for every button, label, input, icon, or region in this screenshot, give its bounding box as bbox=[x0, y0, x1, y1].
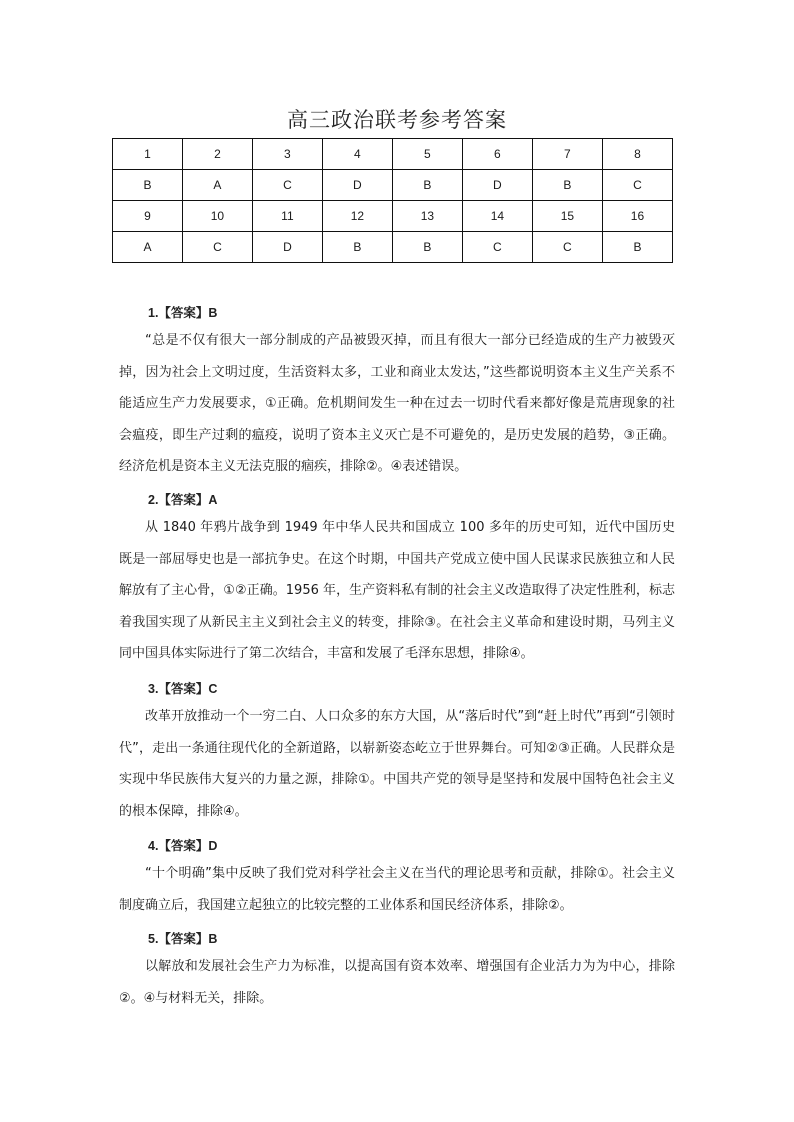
answer-row bbox=[113, 170, 673, 201]
answer-cell: B bbox=[602, 232, 672, 263]
answer-cell: B bbox=[532, 170, 602, 201]
answer-cell: D bbox=[322, 170, 392, 201]
question-number-cell: 13 bbox=[392, 201, 462, 232]
answer-cell: D bbox=[462, 170, 532, 201]
answer-cell: A bbox=[113, 232, 183, 263]
question-number-cell: 9 bbox=[113, 201, 183, 232]
explanation-heading-1: 1.【答案】B bbox=[148, 306, 218, 320]
question-number-cell: 6 bbox=[462, 139, 532, 170]
answer-row bbox=[113, 232, 673, 263]
question-number-cell: 11 bbox=[252, 201, 322, 232]
page-title: 高三政治联考参考答案 bbox=[287, 108, 507, 132]
answer-cell: B bbox=[113, 170, 183, 201]
question-number-cell: 10 bbox=[182, 201, 252, 232]
explanation-heading-5: 5.【答案】B bbox=[148, 932, 218, 946]
answer-cell: C bbox=[252, 170, 322, 201]
answer-cell: C bbox=[532, 232, 602, 263]
question-number-cell: 1 bbox=[113, 139, 183, 170]
question-number-cell: 3 bbox=[252, 139, 322, 170]
question-number-row bbox=[113, 139, 673, 170]
question-number-cell: 5 bbox=[392, 139, 462, 170]
explanation-text-5: 以解放和发展社会生产力为标准，以提高国有资本效率、增强国有企业活力为为中心，排除②。④与材料无关，排除。 bbox=[119, 959, 675, 1006]
question-number-cell: 16 bbox=[602, 201, 672, 232]
answer-cell: B bbox=[392, 170, 462, 201]
answer-cell: B bbox=[392, 232, 462, 263]
answer-cell: B bbox=[322, 232, 392, 263]
answer-cell: C bbox=[182, 232, 252, 263]
answer-cell: C bbox=[462, 232, 532, 263]
question-number-cell: 7 bbox=[532, 139, 602, 170]
question-number-cell: 4 bbox=[322, 139, 392, 170]
answer-table bbox=[112, 138, 673, 263]
explanation-heading-2: 2.【答案】A bbox=[148, 493, 218, 507]
explanation-text-4: “十个明确”集中反映了我们党对科学社会主义在当代的理论思考和贡献，排除①。社会主义制度确立后，我国建立起独立的比较完整的工业体系和国民经济体系，排除②。 bbox=[119, 866, 675, 913]
question-number-cell: 8 bbox=[602, 139, 672, 170]
question-number-row bbox=[113, 201, 673, 232]
question-number-cell: 15 bbox=[532, 201, 602, 232]
explanation-text-3: 改革开放推动一个一穷二白、人口众多的东方大国，从“落后时代”到“赶上时代”再到“引领时代”，走出一条通往现代化的全新道路，以崭新姿态屹立于世界舞台。可知②③正确。人民群众是实现中华民族伟大复兴的力量之源，排除①。中国共产党的领导是坚持和发展中国特色社会主义的根本保障，排除④。 bbox=[119, 709, 675, 819]
question-number-cell: 14 bbox=[462, 201, 532, 232]
explanation-text-1: “总是不仅有很大一部分制成的产品被毁灭掉，而且有很大一部分已经造成的生产力被毁灭掉，因为社会上文明过度，生活资料太多，工业和商业太发达，”这些都说明资本主义生产关系不能适应生产力发展要求，①正确。危机期间发生一种在过去一切时代看来都好像是荒唐现象的社会瘟疫，即生产过剩的瘟疫，说明了资本主义灭亡是不可避免的，是历史发展的趋势，③正确。经济危机是资本主义无法克服的痼疾，排除②。④表述错误。 bbox=[119, 333, 675, 474]
answer-cell: A bbox=[182, 170, 252, 201]
question-number-cell: 2 bbox=[182, 139, 252, 170]
question-number-cell: 12 bbox=[322, 201, 392, 232]
explanation-heading-3: 3.【答案】C bbox=[148, 682, 218, 696]
answer-cell: D bbox=[252, 232, 322, 263]
explanation-text-2: 从 1840 年鸦片战争到 1949 年中华人民共和国成立 100 多年的历史可知，近代中国历史既是一部屈辱史也是一部抗争史。在这个时期，中国共产党成立使中国人民谋求民族独立和人民解放有了主心骨，①②正确。1956 年，生产资料私有制的社会主义改造取得了决定性胜利，标志着我国实现了从新民主主义到社会主义的转变，排除③。在社会主义革命和建设时期，马列主义同中国具体实际进行了第二次结合，丰富和发展了毛泽东思想，排除④。 bbox=[119, 520, 675, 661]
explanation-heading-4: 4.【答案】D bbox=[148, 839, 218, 853]
answer-cell: C bbox=[602, 170, 672, 201]
